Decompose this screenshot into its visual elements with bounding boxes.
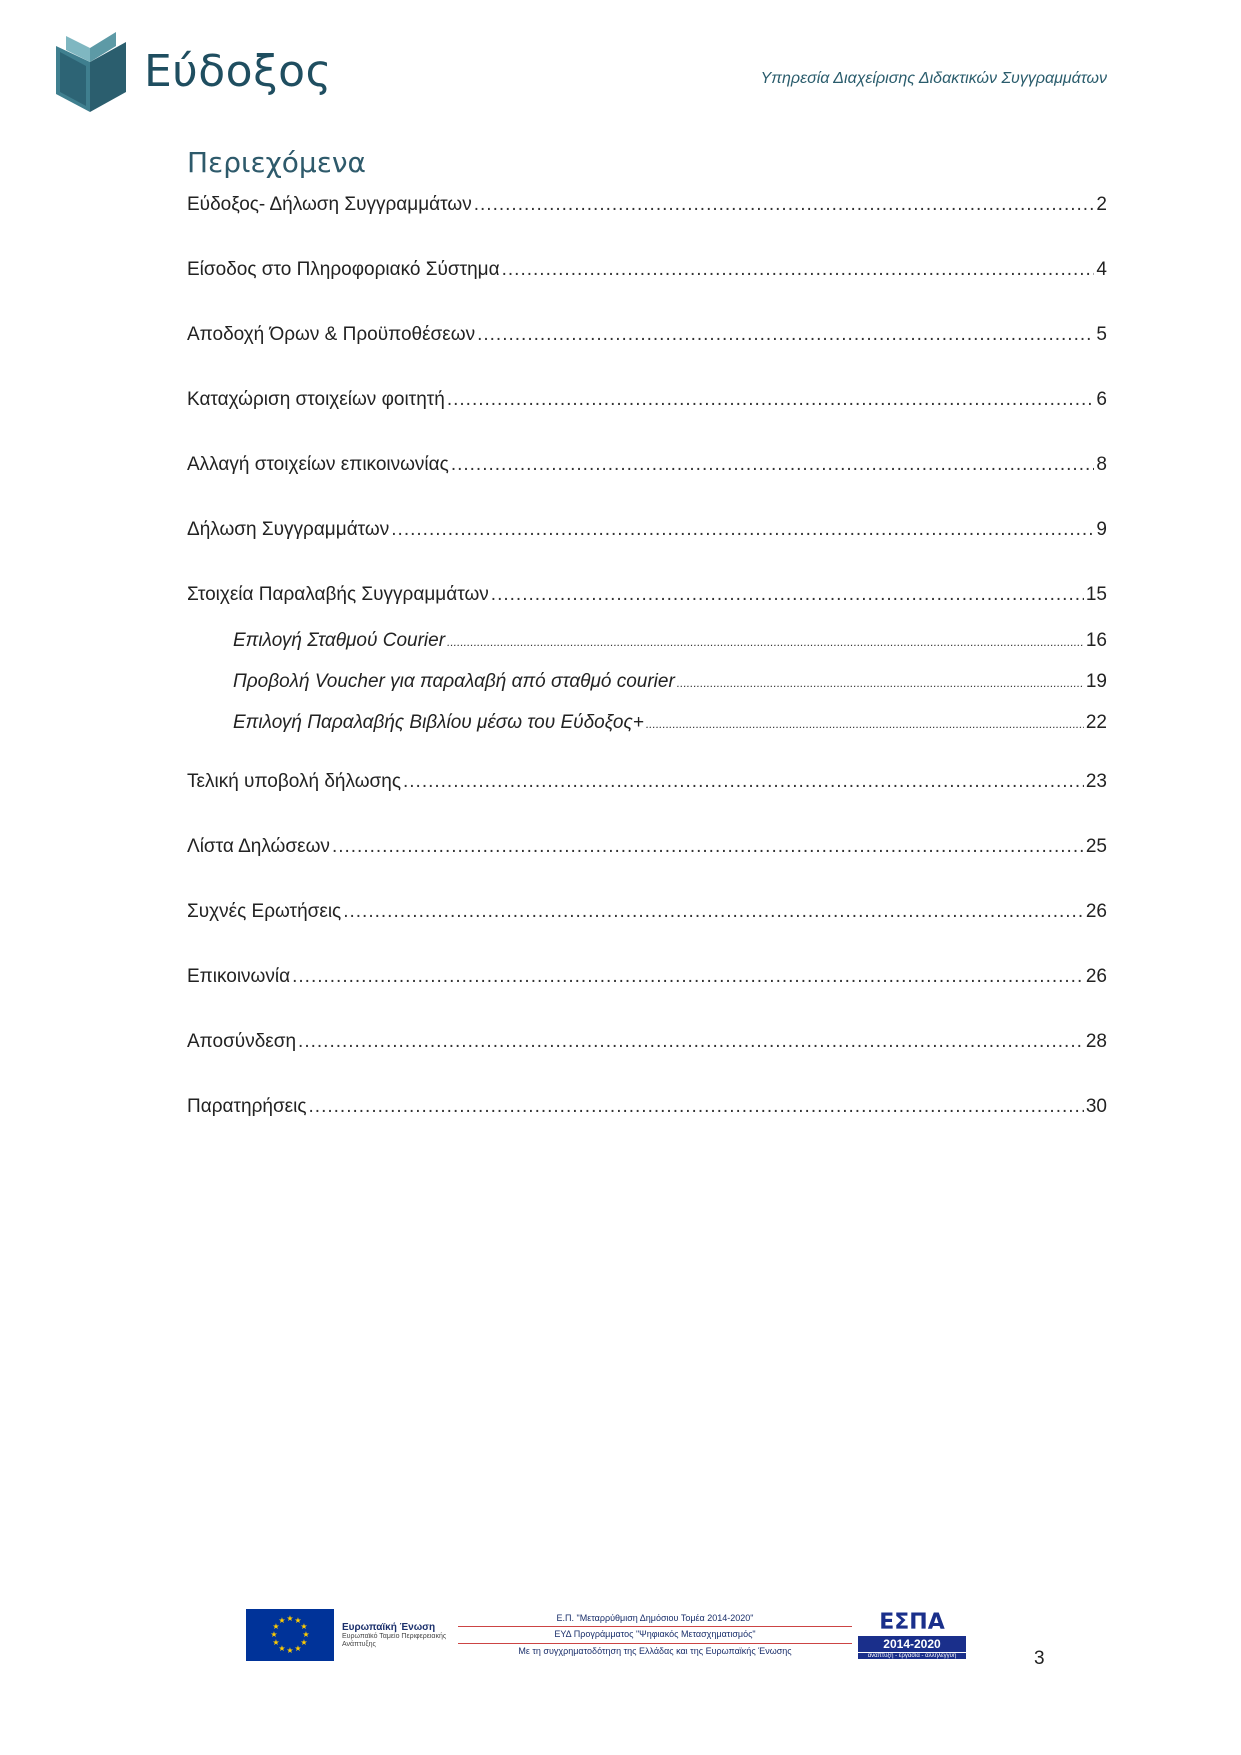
toc-entry[interactable]: Τελική υποβολή δήλωσης ..... 23 <box>187 771 1107 793</box>
svg-text:★: ★ <box>294 1644 302 1653</box>
toc-entry[interactable]: Συχνές Ερωτήσεις ..... 26 <box>187 901 1107 923</box>
toc-entry[interactable]: Είσοδος στο Πληροφοριακό Σύστημα ..... 4 <box>187 259 1107 281</box>
svg-text:★: ★ <box>286 1646 294 1655</box>
logo-wordmark: Εύδοξος <box>144 46 332 97</box>
espa-years: 2014-2020 <box>858 1636 966 1652</box>
toc-entry[interactable]: Δήλωση Συγγραμμάτων ..... 9 <box>187 519 1107 541</box>
svg-text:★: ★ <box>270 1630 278 1639</box>
eu-flag-icon <box>246 1609 334 1661</box>
program-line-1: Ε.Π. "Μεταρρύθμιση Δημόσιου Τομέα 2014-2020" <box>556 1612 754 1623</box>
eudoxus-logo <box>56 32 332 112</box>
svg-text:★: ★ <box>278 1616 286 1625</box>
espa-logo <box>858 1609 966 1659</box>
program-divider <box>458 1643 852 1644</box>
toc-entry[interactable]: Αποσύνδεση ..... 28 <box>187 1031 1107 1053</box>
program-divider <box>458 1626 852 1627</box>
toc-entry[interactable]: Καταχώριση στοιχείων φοιτητή ..... 6 <box>187 389 1107 411</box>
toc-entry[interactable]: Εύδοξος- Δήλωση Συγγραμμάτων ..... 2 <box>187 194 1107 216</box>
svg-text:★: ★ <box>294 1616 302 1625</box>
toc-subentry[interactable]: Επιλογή Σταθμού Courier ..... 16 <box>233 630 1107 652</box>
toc-title: Περιεχόμενα <box>187 146 366 179</box>
svg-text:★: ★ <box>300 1622 308 1631</box>
funding-banner <box>246 1608 966 1662</box>
header-service-name: Υπηρεσία Διαχείρισης Διδακτικών Συγγραμμάτων <box>760 70 1107 87</box>
program-line-3: Με τη συγχρηματοδότηση της Ελλάδας και της Ευρωπαϊκής Ένωσης <box>518 1645 792 1656</box>
page-number: 3 <box>1034 1648 1045 1669</box>
svg-text:★: ★ <box>272 1622 280 1631</box>
toc-entry[interactable]: Στοιχεία Παραλαβής Συγγραμμάτων ..... 15 <box>187 584 1107 606</box>
toc-entry[interactable]: Αλλαγή στοιχείων επικοινωνίας ..... 8 <box>187 454 1107 476</box>
toc-subentry[interactable]: Προβολή Voucher για παραλαβή από σταθμό courier ..... 19 <box>233 671 1107 693</box>
espa-title: ΕΣΠΑ <box>879 1609 945 1635</box>
eu-title: Ευρωπαϊκή Ένωση <box>342 1621 436 1633</box>
eu-label <box>342 1622 452 1648</box>
program-info <box>452 1612 858 1659</box>
toc-entry[interactable]: Παρατηρήσεις ..... 30 <box>187 1096 1107 1118</box>
toc-entry[interactable]: Επικοινωνία ..... 26 <box>187 966 1107 988</box>
book-logo-icon <box>56 32 136 112</box>
espa-motto: ανάπτυξη - εργασία - αλληλεγγύη <box>858 1653 966 1659</box>
svg-text:★: ★ <box>302 1630 310 1639</box>
svg-text:★: ★ <box>278 1644 286 1653</box>
eu-subtitle: Ευρωπαϊκό Ταμείο Περιφερειακής Ανάπτυξης <box>342 1632 447 1648</box>
svg-text:★: ★ <box>272 1638 280 1647</box>
toc-entry[interactable]: Λίστα Δηλώσεων ..... 25 <box>187 836 1107 858</box>
toc-subentry[interactable]: Επιλογή Παραλαβής Βιβλίου μέσω του Εύδοξος+ ..... 22 <box>233 712 1107 734</box>
svg-text:★: ★ <box>300 1638 308 1647</box>
svg-text:★: ★ <box>286 1614 294 1623</box>
program-line-2: ΕΥΔ Προγράμματος "Ψηφιακός Μετασχηματισμός" <box>554 1629 756 1640</box>
toc-entry[interactable]: Αποδοχή Όρων & Προϋποθέσεων ..... 5 <box>187 324 1107 346</box>
